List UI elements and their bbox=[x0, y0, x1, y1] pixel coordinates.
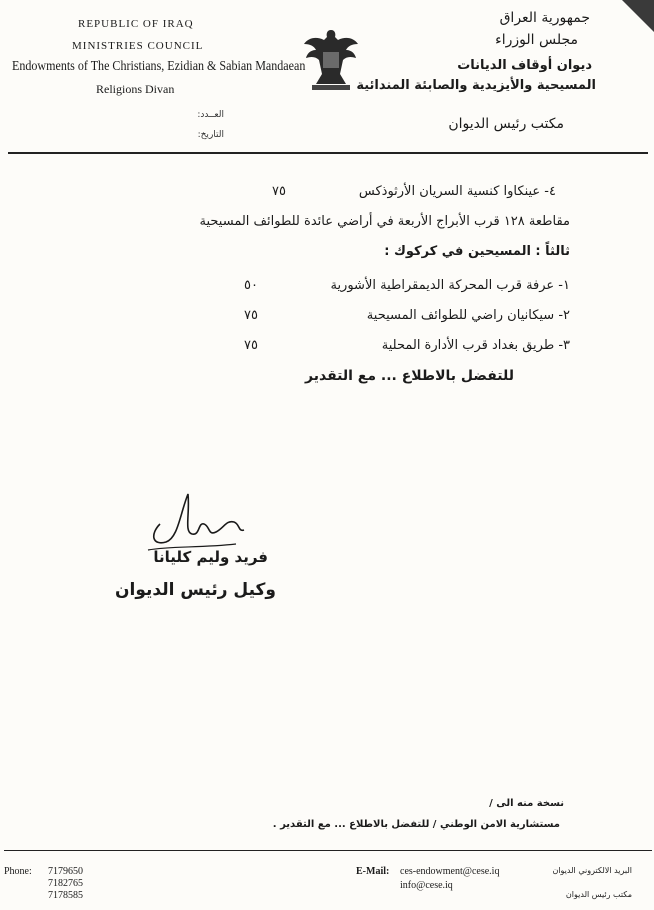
email-label: E-Mail: bbox=[356, 866, 390, 877]
section-heading: ثالثاً : المسيحين في كركوك : bbox=[384, 244, 570, 259]
signatory-title: وكيل رئيس الديوان bbox=[115, 580, 276, 600]
body-line: مقاطعة ١٢٨ قرب الأبراج الأربعة في أراضي عائدة للطوائف المسيحية bbox=[199, 214, 570, 229]
email-address[interactable]: ces-endowment@cese.iq bbox=[400, 866, 500, 877]
header-arabic-line3: ديوان أوقاف الديانات bbox=[457, 58, 592, 73]
footer-divider bbox=[4, 850, 652, 851]
number-label: العــدد: bbox=[197, 110, 224, 120]
body-line-value: ٥٠ bbox=[244, 278, 258, 293]
body-line: ٣- طريق بغداد قرب الأدارة المحلية bbox=[381, 338, 570, 353]
header-english-line2: MINISTRIES COUNCIL bbox=[72, 40, 204, 52]
body-line: ١- عرفة قرب المحركة الديمقراطية الأشورية bbox=[330, 278, 570, 293]
page-corner-mark bbox=[614, 0, 654, 40]
email-address[interactable]: info@cese.iq bbox=[400, 880, 453, 891]
phone-label: Phone: bbox=[4, 866, 32, 877]
handwritten-signature bbox=[140, 484, 250, 554]
header-divider bbox=[8, 152, 648, 154]
eagle-emblem-icon bbox=[302, 22, 360, 94]
date-label: التاريخ: bbox=[197, 130, 224, 140]
body-line-value: ٧٥ bbox=[244, 308, 258, 323]
header-arabic-line2: مجلس الوزراء bbox=[495, 32, 578, 48]
header-arabic-office: مكتب رئيس الديوان bbox=[448, 116, 564, 132]
phone-number: 7179650 bbox=[48, 866, 83, 877]
header-english-line3: Endowments of The Christians, Ezidian & Sabian Mandaean bbox=[12, 59, 306, 74]
header-arabic-line1: جمهورية العراق bbox=[499, 10, 590, 26]
footer-office-label: مكتب رئيس الديوان bbox=[565, 890, 632, 899]
signatory-name: فريد وليم كليانا bbox=[153, 548, 268, 566]
header-arabic-line4: المسيحية والأيزيدية والصابئة المندائية bbox=[356, 78, 596, 93]
header-english-line4: Religions Divan bbox=[96, 82, 175, 96]
body-line-value: ٧٥ bbox=[244, 338, 258, 353]
body-line-value: ٧٥ bbox=[272, 184, 286, 199]
closing-text: للتفضل بالاطلاع ... مع التقدير bbox=[305, 368, 514, 384]
copy-to-recipient: مستشارية الامن الوطني / للتفضل بالاطلاع ... مع التقدير . bbox=[272, 819, 560, 830]
body-line: ٤- عينكاوا كنسية السريان الأرثوذكس bbox=[358, 184, 556, 199]
body-line: ٢- سيكانيان راضي للطوائف المسيحية bbox=[366, 308, 570, 323]
phone-number: 7182765 bbox=[48, 878, 83, 889]
copy-to-label: نسخة منه الى / bbox=[489, 798, 564, 809]
header-english-line1: REPUBLIC OF IRAQ bbox=[78, 18, 194, 30]
phone-number: 7178585 bbox=[48, 890, 83, 901]
footer-mail-label: البريد الالكتروني الديوان bbox=[552, 866, 632, 875]
